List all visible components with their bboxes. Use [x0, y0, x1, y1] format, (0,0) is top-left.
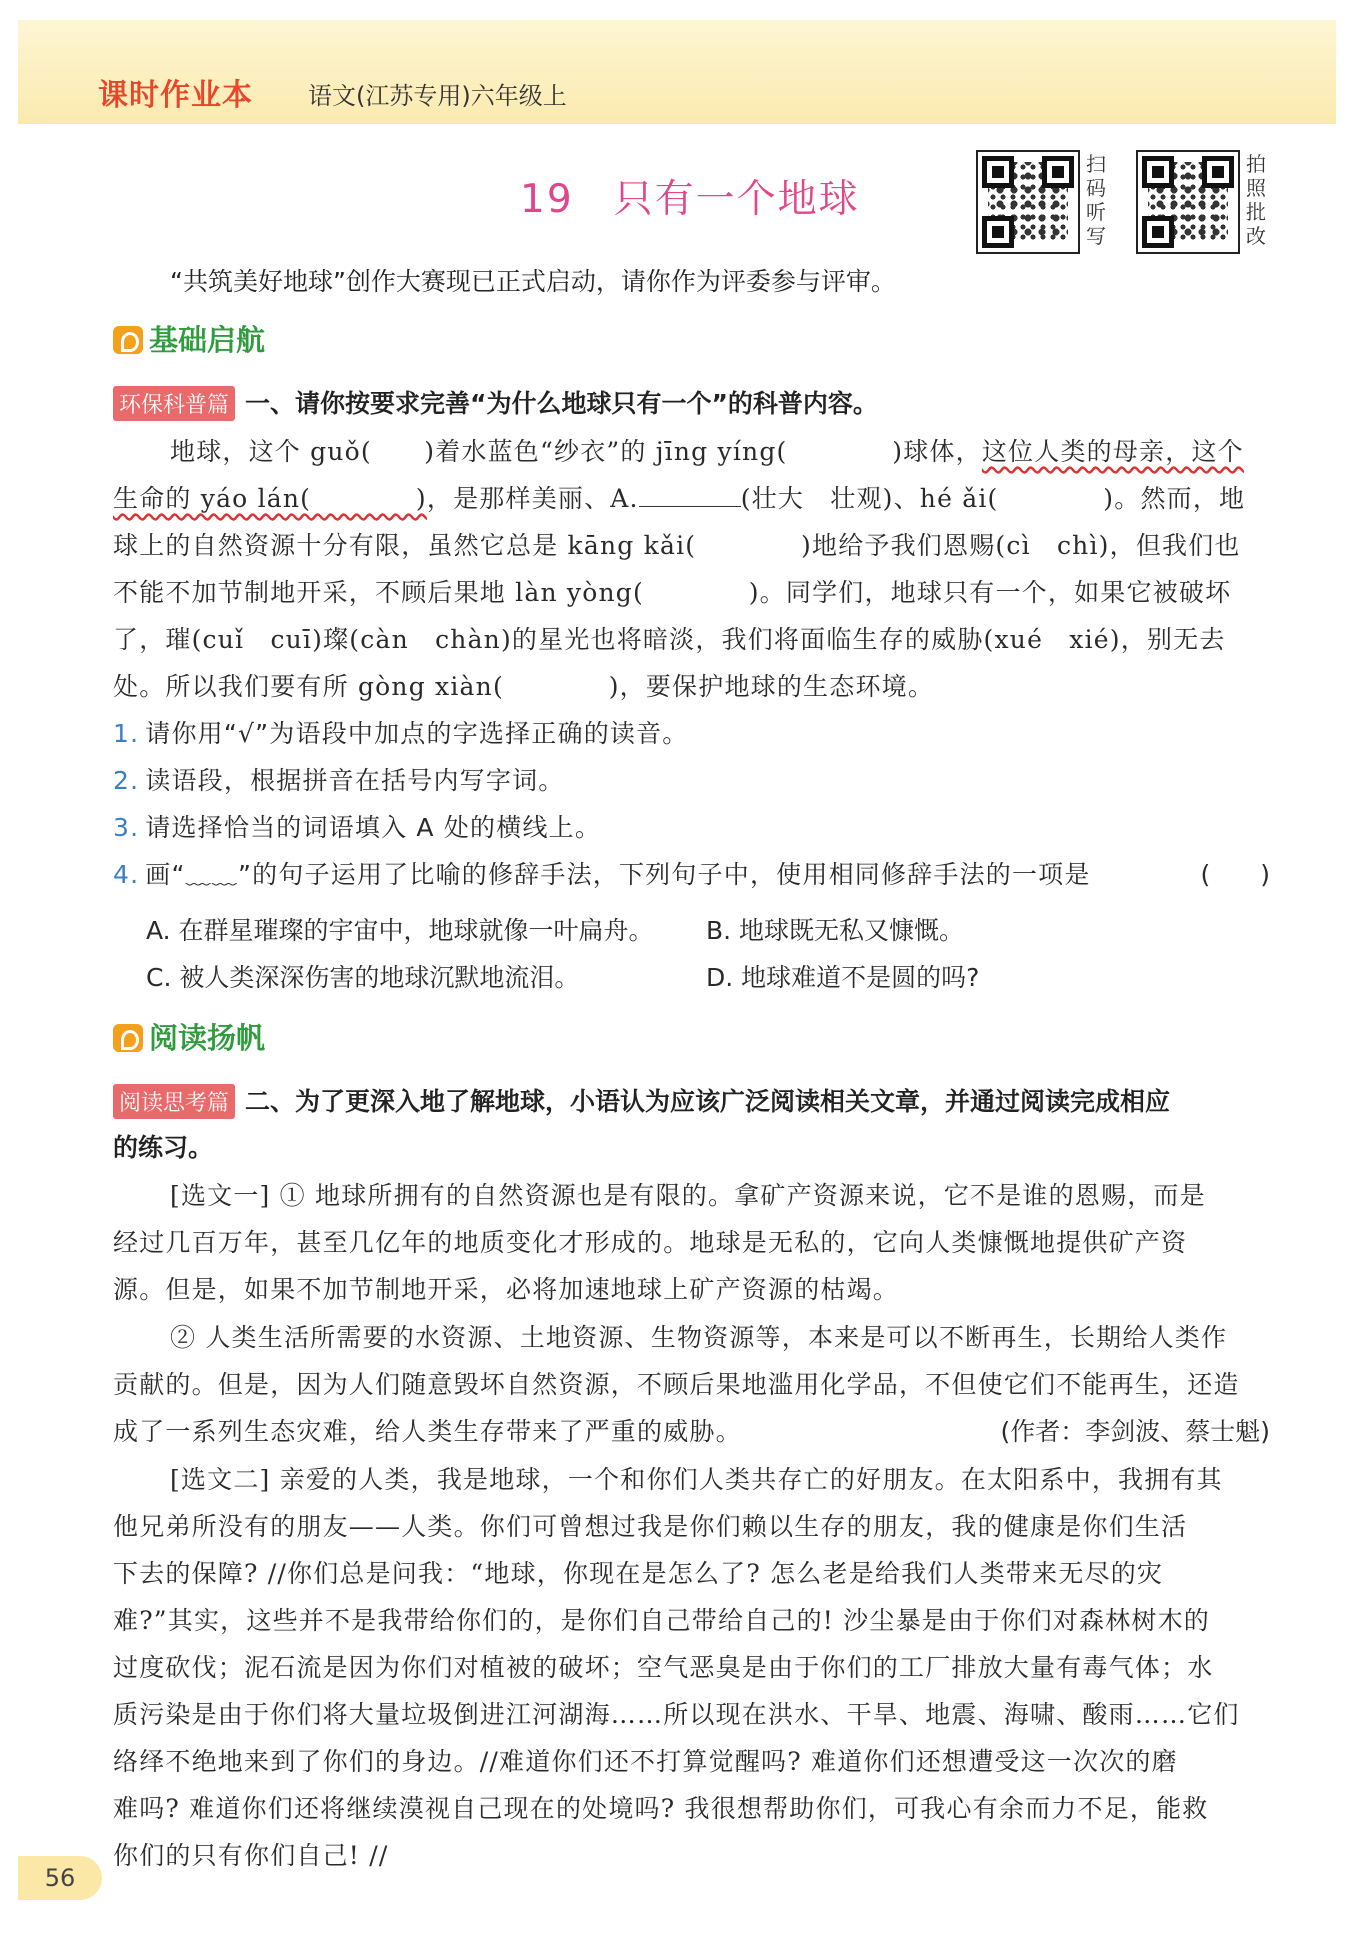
qr-code-listen[interactable]	[976, 150, 1080, 254]
author-credit: (作者：李剑波、蔡士魁)	[1000, 1417, 1270, 1446]
reading-line: ② 人类生活所需要的水资源、土地资源、生物资源等，本来是可以不断再生，长期给人类作	[170, 1323, 1228, 1352]
passage-line: 生命的 yáo lán( )，是那样美丽、A. (壮大 壮观)、hé ǎi( )。然而，地	[113, 484, 1246, 513]
question-2-title-cont: 的练习。	[113, 1133, 214, 1162]
reading-line: [选文二] 亲爱的人类，我是地球，一个和你们人类共存亡的好朋友。在太阳系中，我拥有其	[170, 1465, 1223, 1494]
qr-code-grade[interactable]	[1136, 150, 1240, 254]
passage-line: 地球，这个 guǒ( )着水蓝色“纱衣”的 jīng yíng( )球体，这位人类的母亲，这个	[170, 437, 1244, 466]
section-basics-heading: 基础启航	[113, 318, 265, 359]
lesson-title	[520, 168, 860, 224]
reading-line: [选文一] ① 地球所拥有的自然资源也是有限的。拿矿产资源来说，它不是谁的恩赐，而是	[170, 1181, 1206, 1210]
tag-reading: 阅读思考篇	[113, 1084, 235, 1119]
reading-line: 质污染是由于你们将大量垃圾倒进江河湖海……所以现在洪水、干旱、地震、海啸、酸雨……它们	[113, 1700, 1240, 1729]
option-d[interactable]: D. 地球难道不是圆的吗?	[706, 963, 980, 992]
book-icon	[113, 1024, 143, 1052]
tag-eco: 环保科普篇	[113, 386, 235, 421]
qr-grade-label: 拍照批改	[1246, 152, 1266, 248]
reading-line: 经过几百万年，甚至几亿年的地质变化才形成的。地球是无私的，它向人类慷慨地提供矿产资	[113, 1228, 1188, 1257]
passage-line: 球上的自然资源十分有限，虽然它总是 kāng kǎi( )地给予我们恩赐(cì chì)，但我们也	[113, 531, 1241, 560]
reading-line: 源。但是，如果不加节制地开采，必将加速地球上矿产资源的枯竭。	[113, 1275, 900, 1304]
sub-question-3: 3. 请选择恰当的词语填入 A 处的横线上。	[113, 813, 602, 842]
reading-line: 络绎不绝地来到了你们的身边。//难道你们还不打算觉醒吗? 难道你们还想遭受这一次次的磨	[113, 1747, 1178, 1776]
sub-question-4: 4. 画“﹏﹏”的句子运用了比喻的修辞手法，下列句子中，使用相同修辞手法的一项是	[113, 860, 1091, 889]
sub-question-1: 1. 请你用“√”为语段中加点的字选择正确的读音。	[113, 719, 689, 748]
reading-line: 贡献的。但是，因为人们随意毁坏自然资源，不顾后果地滥用化学品，不但使它们不能再生，还造	[113, 1370, 1240, 1399]
answer-paren[interactable]: ( )	[1200, 860, 1270, 889]
reading-line: 难吗? 难道你们还将继续漠视自己现在的处境吗? 我很想帮助你们，可我心有余而力不足，能救	[113, 1794, 1209, 1823]
subject-label: 语文(江苏专用)六年级上	[308, 82, 567, 110]
passage-line: 处。所以我们要有所 gòng xiàn( )，要保护地球的生态环境。	[113, 672, 935, 701]
page-number: 56	[18, 1856, 102, 1900]
section-reading-heading: 阅读扬帆	[113, 1016, 265, 1057]
passage-line: 不能不加节制地开采，不顾后果地 làn yòng( )。同学们，地球只有一个，如果它被破坏	[113, 578, 1232, 607]
reading-line: 下去的保障? //你们总是问我：“地球，你现在是怎么了? 怎么老是给我们人类带来无尽的灾	[113, 1559, 1164, 1588]
reading-line: 他兄弟所没有的朋友——人类。你们可曾想过我是你们赖以生存的朋友，我的健康是你们生活	[113, 1512, 1188, 1541]
reading-line: 难?”其实，这些并不是我带给你们的，是你们自己带给自己的! 沙尘暴是由于你们对森林树木的	[113, 1606, 1210, 1635]
question-1-title: 环保科普篇 一、请你按要求完善“为什么地球只有一个”的科普内容。	[113, 384, 878, 421]
qr-listen-label: 扫码听写	[1086, 152, 1106, 248]
passage-line: 了，璀(cuǐ cuī)璨(càn chàn)的星光也将暗淡，我们将面临生存的威胁(xué xié)，别无去	[113, 625, 1226, 654]
option-b[interactable]: B. 地球既无私又慷慨。	[706, 916, 965, 945]
brand-title: 课时作业本	[98, 78, 253, 113]
intro-text: “共筑美好地球”创作大赛现已正式启动，请你作为评委参与评审。	[170, 267, 896, 296]
reading-line: 成了一系列生态灾难，给人类生存带来了严重的威胁。	[113, 1417, 742, 1446]
question-2-title: 阅读思考篇 二、为了更深入地了解地球，小语认为应该广泛阅读相关文章，并通过阅读完成相应	[113, 1082, 1170, 1119]
reading-line: 过度砍伐；泥石流是因为你们对植被的破坏；空气恶臭是由于你们的工厂排放大量有毒气体；水	[113, 1653, 1214, 1682]
option-a[interactable]: A. 在群星璀璨的宇宙中，地球就像一叶扁舟。	[146, 916, 654, 945]
lesson-name: 只有一个地球	[613, 177, 860, 222]
reading-line: 你们的只有你们自己! //	[113, 1841, 389, 1870]
answer-blank-a[interactable]	[639, 506, 741, 507]
sub-question-2: 2. 读语段，根据拼音在括号内写字词。	[113, 766, 565, 795]
sail-icon	[113, 326, 143, 354]
option-c[interactable]: C. 被人类深深伤害的地球沉默地流泪。	[146, 963, 580, 992]
lesson-number: 19	[520, 177, 574, 222]
